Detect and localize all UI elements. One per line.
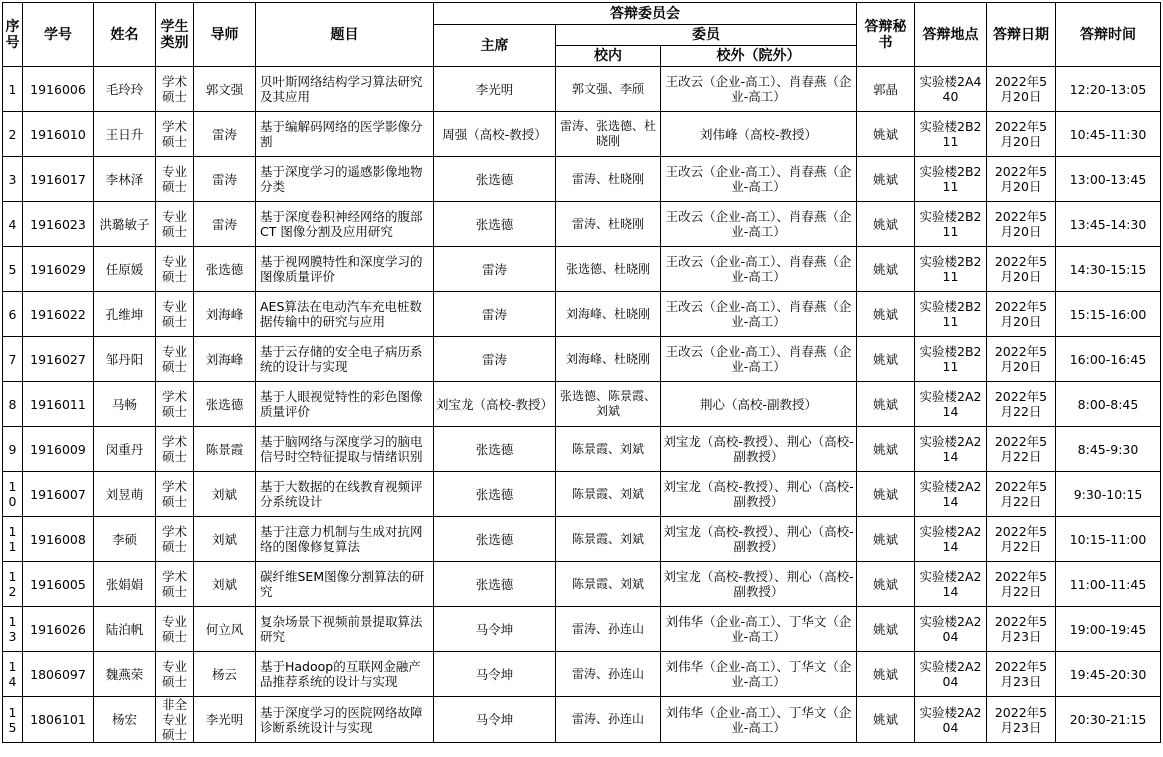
cell-internal: 陈景霞、刘斌 xyxy=(556,427,661,472)
cell-internal: 张选德、陈景霞、刘斌 xyxy=(556,382,661,427)
cell-name: 王日升 xyxy=(94,112,156,157)
cell-chair: 张选德 xyxy=(434,427,556,472)
cell-advisor: 郭文强 xyxy=(194,67,256,112)
cell-external: 王改云（企业-高工）、肖春燕（企业-高工） xyxy=(661,337,857,382)
cell-advisor: 张选德 xyxy=(194,382,256,427)
cell-secretary: 姚斌 xyxy=(857,157,915,202)
cell-advisor: 李光明 xyxy=(194,697,256,743)
cell-chair: 张选德 xyxy=(434,562,556,607)
cell-advisor: 杨云 xyxy=(194,652,256,697)
cell-date: 2022年5月23日 xyxy=(987,697,1056,743)
cell-date: 2022年5月20日 xyxy=(987,337,1056,382)
cell-category: 学术硕士 xyxy=(156,427,194,472)
cell-student-id: 1916010 xyxy=(23,112,94,157)
cell-location: 实验楼2B211 xyxy=(915,247,987,292)
cell-external: 王改云（企业-高工）、肖春燕（企业-高工） xyxy=(661,67,857,112)
cell-secretary: 姚斌 xyxy=(857,697,915,743)
cell-advisor: 雷涛 xyxy=(194,112,256,157)
cell-name: 洪璐敏子 xyxy=(94,202,156,247)
cell-category: 专业硕士 xyxy=(156,607,194,652)
cell-name: 陆泊帆 xyxy=(94,607,156,652)
header-category: 学生类别 xyxy=(156,3,194,67)
cell-time: 11:00-11:45 xyxy=(1056,562,1161,607)
cell-advisor: 刘斌 xyxy=(194,472,256,517)
cell-chair: 李光明 xyxy=(434,67,556,112)
cell-internal: 雷涛、杜晓刚 xyxy=(556,202,661,247)
cell-name: 闵重丹 xyxy=(94,427,156,472)
cell-date: 2022年5月20日 xyxy=(987,157,1056,202)
cell-secretary: 姚斌 xyxy=(857,562,915,607)
table-row xyxy=(3,562,1161,607)
cell-time: 12:20-13:05 xyxy=(1056,67,1161,112)
cell-student-id: 1916017 xyxy=(23,157,94,202)
header-committee: 答辩委员会 xyxy=(434,3,857,25)
cell-location: 实验楼2A204 xyxy=(915,652,987,697)
cell-name: 刘昱萌 xyxy=(94,472,156,517)
cell-chair: 雷涛 xyxy=(434,292,556,337)
cell-topic: 基于人眼视觉特性的彩色图像质量评价 xyxy=(256,382,434,427)
cell-category: 学术硕士 xyxy=(156,517,194,562)
table-row xyxy=(3,202,1161,247)
cell-location: 实验楼2B211 xyxy=(915,292,987,337)
cell-student-id: 1916026 xyxy=(23,607,94,652)
cell-external: 刘宝龙（高校-教授）、荆心（高校-副教授） xyxy=(661,562,857,607)
cell-secretary: 姚斌 xyxy=(857,202,915,247)
cell-external: 刘宝龙（高校-教授）、荆心（高校-副教授） xyxy=(661,427,857,472)
cell-external: 刘宝龙（高校-教授）、荆心（高校-副教授） xyxy=(661,517,857,562)
cell-seq: 2 xyxy=(3,112,23,157)
cell-location: 实验楼2A204 xyxy=(915,607,987,652)
cell-seq: 1 xyxy=(3,67,23,112)
cell-chair: 马令坤 xyxy=(434,652,556,697)
cell-topic: 基于大数据的在线教育视频评分系统设计 xyxy=(256,472,434,517)
cell-seq: 13 xyxy=(3,607,23,652)
cell-student-id: 1916007 xyxy=(23,472,94,517)
cell-date: 2022年5月20日 xyxy=(987,67,1056,112)
cell-chair: 马令坤 xyxy=(434,607,556,652)
cell-date: 2022年5月22日 xyxy=(987,517,1056,562)
cell-seq: 7 xyxy=(3,337,23,382)
table-row xyxy=(3,382,1161,427)
header-seq: 序号 xyxy=(3,3,23,67)
defense-schedule-table xyxy=(2,2,1161,743)
cell-name: 杨宏 xyxy=(94,697,156,743)
cell-advisor: 刘斌 xyxy=(194,517,256,562)
cell-chair: 雷涛 xyxy=(434,337,556,382)
cell-time: 8:00-8:45 xyxy=(1056,382,1161,427)
cell-location: 实验楼2A440 xyxy=(915,67,987,112)
cell-location: 实验楼2B211 xyxy=(915,202,987,247)
cell-category: 专业硕士 xyxy=(156,202,194,247)
cell-student-id: 1916009 xyxy=(23,427,94,472)
header-secretary: 答辩秘书 xyxy=(857,3,915,67)
cell-topic: 基于深度学习的遥感影像地物分类 xyxy=(256,157,434,202)
cell-time: 19:45-20:30 xyxy=(1056,652,1161,697)
cell-topic: 基于视网膜特性和深度学习的图像质量评价 xyxy=(256,247,434,292)
cell-student-id: 1916006 xyxy=(23,67,94,112)
cell-student-id: 1916005 xyxy=(23,562,94,607)
cell-seq: 9 xyxy=(3,427,23,472)
cell-name: 李硕 xyxy=(94,517,156,562)
cell-seq: 12 xyxy=(3,562,23,607)
cell-internal: 雷涛、杜晓刚 xyxy=(556,157,661,202)
cell-student-id: 1916029 xyxy=(23,247,94,292)
cell-location: 实验楼2A214 xyxy=(915,562,987,607)
cell-name: 邹丹阳 xyxy=(94,337,156,382)
cell-category: 学术硕士 xyxy=(156,562,194,607)
cell-time: 14:30-15:15 xyxy=(1056,247,1161,292)
cell-secretary: 姚斌 xyxy=(857,112,915,157)
cell-student-id: 1806097 xyxy=(23,652,94,697)
cell-external: 王改云（企业-高工）、肖春燕（企业-高工） xyxy=(661,247,857,292)
cell-external: 刘伟华（企业-高工）、丁华文（企业-高工） xyxy=(661,607,857,652)
cell-time: 13:00-13:45 xyxy=(1056,157,1161,202)
cell-internal: 郭文强、李颀 xyxy=(556,67,661,112)
cell-topic: AES算法在电动汽车充电桩数据传输中的研究与应用 xyxy=(256,292,434,337)
cell-location: 实验楼2A214 xyxy=(915,517,987,562)
cell-seq: 11 xyxy=(3,517,23,562)
cell-topic: 贝叶斯网络结构学习算法研究及其应用 xyxy=(256,67,434,112)
cell-internal: 雷涛、孙连山 xyxy=(556,607,661,652)
cell-date: 2022年5月20日 xyxy=(987,247,1056,292)
cell-time: 13:45-14:30 xyxy=(1056,202,1161,247)
cell-date: 2022年5月20日 xyxy=(987,202,1056,247)
cell-category: 学术硕士 xyxy=(156,382,194,427)
cell-name: 任原媛 xyxy=(94,247,156,292)
cell-chair: 张选德 xyxy=(434,157,556,202)
cell-internal: 张选德、杜晓刚 xyxy=(556,247,661,292)
table-body xyxy=(3,67,1161,743)
cell-advisor: 刘海峰 xyxy=(194,337,256,382)
cell-seq: 10 xyxy=(3,472,23,517)
cell-secretary: 姚斌 xyxy=(857,247,915,292)
cell-advisor: 雷涛 xyxy=(194,157,256,202)
cell-external: 王改云（企业-高工）、肖春燕（企业-高工） xyxy=(661,202,857,247)
cell-chair: 刘宝龙（高校-教授） xyxy=(434,382,556,427)
cell-location: 实验楼2A204 xyxy=(915,697,987,743)
cell-name: 孔维坤 xyxy=(94,292,156,337)
cell-secretary: 姚斌 xyxy=(857,292,915,337)
cell-secretary: 姚斌 xyxy=(857,472,915,517)
cell-name: 马畅 xyxy=(94,382,156,427)
cell-date: 2022年5月23日 xyxy=(987,607,1056,652)
cell-topic: 碳纤维SEM图像分割算法的研究 xyxy=(256,562,434,607)
cell-time: 10:15-11:00 xyxy=(1056,517,1161,562)
header-members: 委员 xyxy=(556,25,857,46)
header-time: 答辩时间 xyxy=(1056,3,1161,67)
cell-student-id: 1916027 xyxy=(23,337,94,382)
cell-time: 15:15-16:00 xyxy=(1056,292,1161,337)
table-row xyxy=(3,112,1161,157)
cell-chair: 马令坤 xyxy=(434,697,556,743)
header-topic: 题目 xyxy=(256,3,434,67)
header-date: 答辩日期 xyxy=(987,3,1056,67)
table-row xyxy=(3,157,1161,202)
cell-date: 2022年5月22日 xyxy=(987,427,1056,472)
table-row xyxy=(3,292,1161,337)
cell-location: 实验楼2B211 xyxy=(915,112,987,157)
cell-name: 李林泽 xyxy=(94,157,156,202)
cell-chair: 张选德 xyxy=(434,517,556,562)
cell-topic: 复杂场景下视频前景提取算法研究 xyxy=(256,607,434,652)
cell-topic: 基于脑网络与深度学习的脑电信号时空特征提取与情绪识别 xyxy=(256,427,434,472)
cell-external: 刘伟峰（高校-教授） xyxy=(661,112,857,157)
cell-external: 王改云（企业-高工）、肖春燕（企业-高工） xyxy=(661,292,857,337)
cell-name: 毛玲玲 xyxy=(94,67,156,112)
cell-chair: 张选德 xyxy=(434,472,556,517)
cell-date: 2022年5月23日 xyxy=(987,652,1056,697)
cell-chair: 张选德 xyxy=(434,202,556,247)
cell-topic: 基于注意力机制与生成对抗网络的图像修复算法 xyxy=(256,517,434,562)
cell-internal: 陈景霞、刘斌 xyxy=(556,517,661,562)
cell-chair: 周强（高校-教授） xyxy=(434,112,556,157)
cell-date: 2022年5月20日 xyxy=(987,292,1056,337)
cell-category: 学术硕士 xyxy=(156,112,194,157)
cell-internal: 刘海峰、杜晓刚 xyxy=(556,337,661,382)
cell-student-id: 1916023 xyxy=(23,202,94,247)
cell-external: 荆心（高校-副教授） xyxy=(661,382,857,427)
cell-time: 8:45-9:30 xyxy=(1056,427,1161,472)
cell-name: 张娟娟 xyxy=(94,562,156,607)
cell-internal: 陈景霞、刘斌 xyxy=(556,562,661,607)
table-row xyxy=(3,652,1161,697)
cell-category: 学术硕士 xyxy=(156,472,194,517)
cell-advisor: 张选德 xyxy=(194,247,256,292)
cell-category: 非全专业硕士 xyxy=(156,697,194,743)
header-external: 校外（院外） xyxy=(661,46,857,67)
cell-seq: 14 xyxy=(3,652,23,697)
cell-secretary: 姚斌 xyxy=(857,337,915,382)
cell-secretary: 姚斌 xyxy=(857,382,915,427)
cell-category: 专业硕士 xyxy=(156,652,194,697)
cell-advisor: 刘海峰 xyxy=(194,292,256,337)
cell-advisor: 陈景霞 xyxy=(194,427,256,472)
header-location: 答辩地点 xyxy=(915,3,987,67)
cell-topic: 基于Hadoop的互联网金融产品推荐系统的设计与实现 xyxy=(256,652,434,697)
cell-internal: 陈景霞、刘斌 xyxy=(556,472,661,517)
cell-time: 16:00-16:45 xyxy=(1056,337,1161,382)
cell-date: 2022年5月20日 xyxy=(987,112,1056,157)
cell-secretary: 姚斌 xyxy=(857,517,915,562)
cell-topic: 基于深度学习的医院网络故障诊断系统设计与实现 xyxy=(256,697,434,743)
cell-student-id: 1806101 xyxy=(23,697,94,743)
table-row xyxy=(3,427,1161,472)
cell-location: 实验楼2A214 xyxy=(915,382,987,427)
cell-student-id: 1916011 xyxy=(23,382,94,427)
table-row xyxy=(3,607,1161,652)
cell-seq: 6 xyxy=(3,292,23,337)
cell-location: 实验楼2B211 xyxy=(915,337,987,382)
cell-seq: 3 xyxy=(3,157,23,202)
cell-topic: 基于云存储的安全电子病历系统的设计与实现 xyxy=(256,337,434,382)
cell-internal: 雷涛、孙连山 xyxy=(556,697,661,743)
cell-date: 2022年5月22日 xyxy=(987,472,1056,517)
cell-seq: 8 xyxy=(3,382,23,427)
table-row xyxy=(3,337,1161,382)
cell-category: 专业硕士 xyxy=(156,337,194,382)
cell-student-id: 1916008 xyxy=(23,517,94,562)
header-name: 姓名 xyxy=(94,3,156,67)
table-row xyxy=(3,472,1161,517)
cell-time: 9:30-10:15 xyxy=(1056,472,1161,517)
table-row xyxy=(3,697,1161,743)
cell-secretary: 郭晶 xyxy=(857,67,915,112)
cell-location: 实验楼2B211 xyxy=(915,157,987,202)
cell-student-id: 1916022 xyxy=(23,292,94,337)
cell-time: 19:00-19:45 xyxy=(1056,607,1161,652)
cell-time: 20:30-21:15 xyxy=(1056,697,1161,743)
cell-location: 实验楼2A214 xyxy=(915,427,987,472)
cell-category: 专业硕士 xyxy=(156,292,194,337)
cell-time: 10:45-11:30 xyxy=(1056,112,1161,157)
cell-secretary: 姚斌 xyxy=(857,607,915,652)
cell-name: 魏燕荣 xyxy=(94,652,156,697)
cell-advisor: 雷涛 xyxy=(194,202,256,247)
header-student-id: 学号 xyxy=(23,3,94,67)
cell-category: 专业硕士 xyxy=(156,247,194,292)
cell-date: 2022年5月22日 xyxy=(987,382,1056,427)
header-advisor: 导师 xyxy=(194,3,256,67)
cell-advisor: 刘斌 xyxy=(194,562,256,607)
table-row xyxy=(3,67,1161,112)
cell-external: 刘伟华（企业-高工）、丁华文（企业-高工） xyxy=(661,652,857,697)
cell-topic: 基于编解码网络的医学影像分割 xyxy=(256,112,434,157)
header-internal: 校内 xyxy=(556,46,661,67)
cell-location: 实验楼2A214 xyxy=(915,472,987,517)
cell-external: 王改云（企业-高工）、肖春燕（企业-高工） xyxy=(661,157,857,202)
cell-internal: 雷涛、张选德、杜晓刚 xyxy=(556,112,661,157)
cell-internal: 刘海峰、杜晓刚 xyxy=(556,292,661,337)
cell-seq: 5 xyxy=(3,247,23,292)
cell-topic: 基于深度卷积神经网络的腹部 CT 图像分割及应用研究 xyxy=(256,202,434,247)
cell-category: 学术硕士 xyxy=(156,67,194,112)
header-chair: 主席 xyxy=(434,25,556,67)
cell-seq: 15 xyxy=(3,697,23,743)
cell-secretary: 姚斌 xyxy=(857,427,915,472)
cell-secretary: 姚斌 xyxy=(857,652,915,697)
cell-advisor: 何立风 xyxy=(194,607,256,652)
cell-seq: 4 xyxy=(3,202,23,247)
cell-external: 刘伟华（企业-高工）、丁华文（企业-高工） xyxy=(661,697,857,743)
cell-chair: 雷涛 xyxy=(434,247,556,292)
table-row xyxy=(3,517,1161,562)
cell-date: 2022年5月22日 xyxy=(987,562,1056,607)
cell-external: 刘宝龙（高校-教授）、荆心（高校-副教授） xyxy=(661,472,857,517)
table-row xyxy=(3,247,1161,292)
cell-category: 专业硕士 xyxy=(156,157,194,202)
cell-internal: 雷涛、孙连山 xyxy=(556,652,661,697)
